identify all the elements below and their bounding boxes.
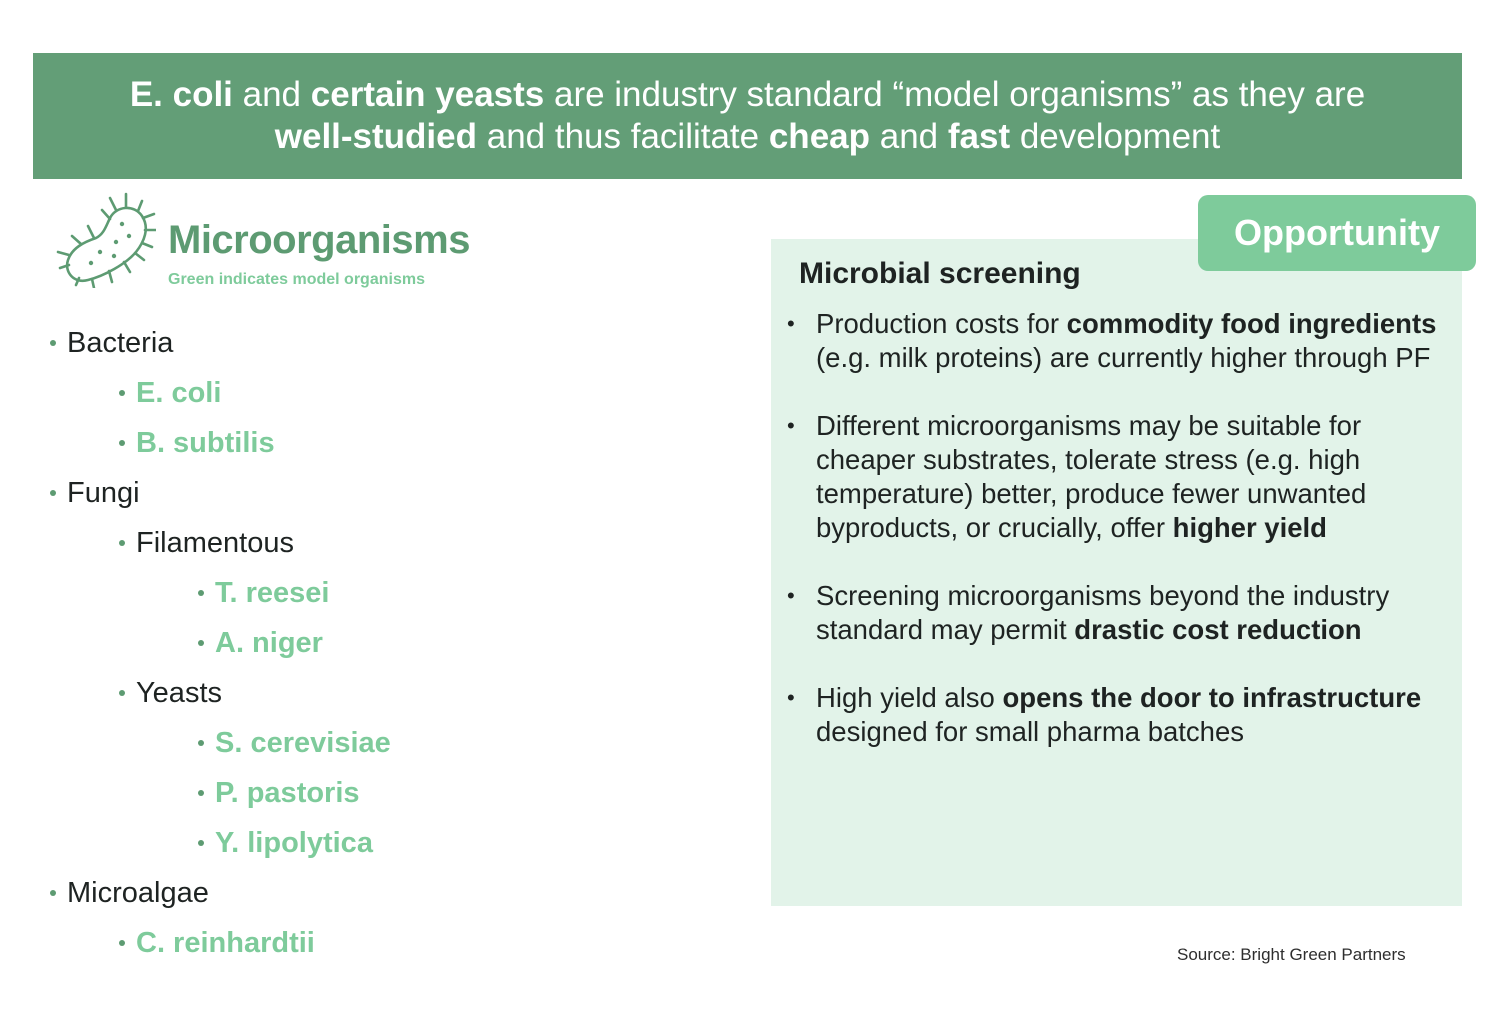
tree-item-s-cerevisiae: S. cerevisiae	[48, 718, 391, 768]
tree-item-microalgae: Microalgae	[48, 868, 391, 918]
source-citation: Source: Bright Green Partners	[1177, 945, 1406, 964]
bullet-icon	[119, 390, 125, 396]
opportunity-badge: Opportunity	[1198, 195, 1476, 271]
bullet-icon	[50, 340, 56, 346]
bullet-icon: •	[787, 685, 795, 710]
headline-line-1: E. coli and certain yeasts are industry standard “model organisms” as they are	[129, 75, 1366, 114]
legend-note: Green indicates model organisms	[168, 271, 425, 288]
bullet-icon	[119, 440, 125, 446]
tree-item-a-niger: A. niger	[48, 618, 391, 668]
bullet-icon	[198, 740, 204, 746]
tree-item-filamentous: Filamentous	[48, 518, 391, 568]
bullet-icon	[50, 890, 56, 896]
tree-item-fungi: Fungi	[48, 468, 391, 518]
tree-item-p-pastoris: P. pastoris	[48, 768, 391, 818]
bullet-icon	[119, 690, 125, 696]
bullet-icon: •	[787, 413, 795, 438]
tree-item-e-coli: E. coli	[48, 368, 391, 418]
bullet-icon	[198, 840, 204, 846]
bullet-icon: •	[787, 311, 795, 336]
opportunity-bullets	[785, 307, 1450, 783]
section-title: Microorganisms	[168, 218, 470, 262]
tree-item-b-subtilis: B. subtilis	[48, 418, 391, 468]
opportunity-bullet: • High yield also opens the door to infrastructure designed for small pharma batches	[787, 682, 1422, 747]
tree-item-y-lipolytica: Y. lipolytica	[48, 818, 391, 868]
tree-item-c-reinhardtii: C. reinhardtii	[48, 918, 391, 968]
bullet-icon: •	[787, 583, 795, 608]
tree-item-yeasts: Yeasts	[48, 668, 391, 718]
bullet-icon	[119, 940, 125, 946]
headline-line-2: well-studied and thus facilitate cheap and fast development	[274, 117, 1221, 156]
bullet-icon	[198, 640, 204, 646]
tree-item-t-reesei: T. reesei	[48, 568, 391, 618]
tree-item-bacteria: Bacteria	[48, 318, 391, 368]
headline-banner	[33, 53, 1462, 179]
bacterium-icon	[54, 192, 156, 288]
opportunity-heading: Microbial screening	[799, 257, 1081, 290]
opportunity-bullet: • Production costs for commodity food ingredients (e.g. milk proteins) are currently higher through PF	[787, 308, 1437, 373]
bullet-icon	[198, 590, 204, 596]
opportunity-bullet: • Screening microorganisms beyond the industry standard may permit drastic cost reduction	[787, 580, 1390, 645]
opportunity-bullet: • Different microorganisms may be suitable for cheaper substrates, tolerate stress (e.g. high temperature) better, produce fewer unwanted byproducts, or crucially, offer higher yield	[787, 410, 1367, 543]
bullet-icon	[119, 540, 125, 546]
bullet-icon	[198, 790, 204, 796]
organism-tree	[48, 318, 391, 968]
bullet-icon	[50, 490, 56, 496]
